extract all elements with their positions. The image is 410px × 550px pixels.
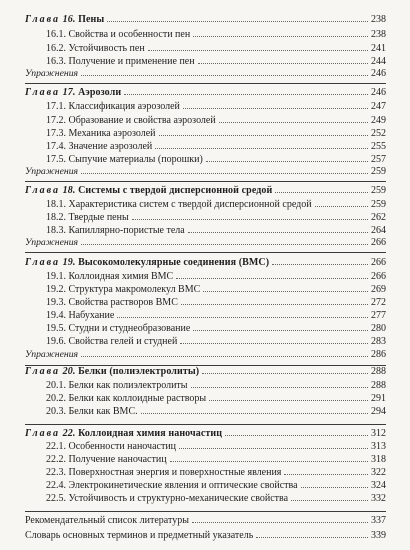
section-number: 19.6. [46,336,66,347]
section-number: 17.4. [46,141,66,152]
section-title: Капиллярно-пористые тела [68,225,185,236]
chapter-19-page: 266 [371,257,386,268]
section-title: Получение и применение пен [68,56,195,67]
toc-chapter-17[interactable] [25,87,386,98]
section-title: Свойства и особенности пен [68,29,191,40]
chapter-17-page: 246 [371,87,386,98]
dot-leader [192,522,368,523]
section-number: 17.3. [46,128,66,139]
section-number: 17.2. [46,115,66,126]
dot-leader [301,487,368,488]
section-number: 19.5. [46,323,66,334]
section-number: 18.1. [46,199,66,210]
dot-leader [203,291,368,292]
chapter-20-label: Глава [25,366,61,377]
dot-leader [291,500,368,501]
section-page: 283 [371,336,386,347]
section-number: 17.1. [46,101,66,112]
section-number: 18.2. [46,212,66,223]
chapter-divider [25,83,386,84]
section-title: Классификация аэрозолей [68,101,180,112]
dot-leader [159,135,369,136]
dot-leader [176,278,368,279]
dot-leader [181,304,368,305]
toc-chapter-22[interactable] [25,428,386,439]
chapter-18-label: Глава [25,185,61,196]
dot-leader [155,148,368,149]
exercise-title: Упражнения [25,166,79,177]
chapter-19-title: Высокомолекулярные соединения (ВМС) [78,257,270,268]
chapter-19-label: Глава [25,257,61,268]
dot-leader [272,264,368,265]
chapter-divider [25,511,386,512]
section-title: Твердые пены [68,212,129,223]
section-number: 22.5. [46,493,66,504]
chapter-22-page: 312 [371,428,386,439]
toc-exercise-18[interactable] [25,237,386,248]
toc-section-19-4[interactable] [46,310,386,321]
toc-chapter-16[interactable] [25,14,386,25]
dot-leader [202,373,368,374]
dot-leader [188,232,368,233]
section-title: Электрокинетические явления и оптические свойства [68,480,298,491]
toc-section-20-1[interactable] [46,380,386,391]
toc-exercise-17[interactable] [25,166,386,177]
section-page: 288 [371,380,386,391]
dot-leader [284,474,368,475]
section-page: 262 [371,212,386,223]
dot-leader [81,244,368,245]
section-title: Механика аэрозолей [68,128,156,139]
exercise-page: 259 [371,166,386,177]
toc-section-20-2[interactable] [46,393,386,404]
toc-exercise-16[interactable] [25,68,386,79]
chapter-17-label: Глава [25,87,61,98]
toc-section-22-5[interactable] [46,493,386,504]
chapter-18-title: Системы с твердой дисперсионной средой [78,185,273,196]
section-page: 247 [371,101,386,112]
exercise-title: Упражнения [25,68,79,79]
section-number: 19.3. [46,297,66,308]
section-title: Белки как полиэлектролиты [68,380,188,391]
chapter-22-title: Коллоидная химия наночастиц [78,428,223,439]
section-title: Белки как ВМС. [68,406,138,417]
section-title: Характеристика систем с твердой дисперсионной средой [68,199,312,210]
final-entry-title: Словарь основных терминов и предметный указатель [25,530,254,541]
dot-leader [193,36,368,37]
section-number: 22.2. [46,454,66,465]
section-number: 20.3. [46,406,66,417]
section-page: 332 [371,493,386,504]
dot-leader [148,50,368,51]
toc-glossary-index[interactable] [25,530,386,541]
section-number: 17.5. [46,154,66,165]
section-title: Образование и свойства аэрозолей [68,115,216,126]
section-page: 294 [371,406,386,417]
section-number: 18.3. [46,225,66,236]
toc-section-16-2[interactable] [46,43,386,54]
dot-leader [141,413,368,414]
toc-section-18-3[interactable] [46,225,386,236]
chapter-20-number: 20. [62,366,76,377]
section-title: Свойства гелей и студней [68,336,178,347]
section-number: 22.3. [46,467,66,478]
dot-leader [275,192,368,193]
final-entry-title: Рекомендательный список литературы [25,515,189,526]
section-page: 259 [371,199,386,210]
dot-leader [191,387,368,388]
section-page: 264 [371,225,386,236]
toc-section-17-2[interactable] [46,115,386,126]
chapter-16-page: 238 [371,14,386,25]
dot-leader [219,122,368,123]
section-page: 277 [371,310,386,321]
toc-chapter-19[interactable] [25,257,386,268]
section-title: Структура макромолекул ВМС [68,284,201,295]
section-number: 19.2. [46,284,66,295]
dot-leader [107,21,368,22]
toc-section-22-1[interactable] [46,441,386,452]
section-page: 255 [371,141,386,152]
section-title: Поверхностная энергия и поверхностные явления [68,467,282,478]
section-page: 324 [371,480,386,491]
chapter-18-page: 259 [371,185,386,196]
section-page: 280 [371,323,386,334]
toc-section-19-5[interactable] [46,323,386,334]
section-page: 257 [371,154,386,165]
toc-section-22-3[interactable] [46,467,386,478]
section-title: Белки как коллоидные растворы [68,393,207,404]
toc-section-19-6[interactable] [46,336,386,347]
dot-leader [124,94,368,95]
chapter-divider [25,181,386,182]
final-entry-page: 339 [371,530,386,541]
section-title: Особенности наночастиц [68,441,177,452]
dot-leader [170,461,368,462]
dot-leader [183,108,368,109]
final-entry-page: 337 [371,515,386,526]
dot-leader [81,356,368,357]
section-page: 318 [371,454,386,465]
section-title: Студни и студнеобразование [68,323,191,334]
toc-chapter-20[interactable] [25,366,386,377]
exercise-page: 246 [371,68,386,79]
section-page: 252 [371,128,386,139]
dot-leader [81,173,368,174]
exercise-page: 266 [371,237,386,248]
section-title: Получение наночастиц [68,454,167,465]
toc-section-22-4[interactable] [46,480,386,491]
section-title: Набухание [68,310,115,321]
section-title: Сыпучие материалы (порошки) [68,154,203,165]
section-title: Устойчивость и структурно-механические свойства [68,493,289,504]
section-page: 269 [371,284,386,295]
section-number: 22.1. [46,441,66,452]
toc-recommended-literature[interactable] [25,515,386,526]
section-title: Свойства растворов ВМС [68,297,178,308]
dot-leader [225,435,368,436]
section-number: 16.2. [46,43,66,54]
chapter-16-number: 16. [62,14,76,25]
dot-leader [198,63,368,64]
section-page: 291 [371,393,386,404]
section-number: 16.3. [46,56,66,67]
chapter-18-number: 18. [62,185,76,196]
exercise-title: Упражнения [25,349,79,360]
section-page: 313 [371,441,386,452]
section-title: Коллоидная химия ВМС [68,271,174,282]
dot-leader [206,161,368,162]
dot-leader [256,537,368,538]
dot-leader [315,206,368,207]
toc-section-19-3[interactable] [46,297,386,308]
section-number: 16.1. [46,29,66,40]
toc-section-16-1[interactable] [46,29,386,40]
toc-section-16-3[interactable] [46,56,386,67]
section-number: 19.1. [46,271,66,282]
section-title: Значение аэрозолей [68,141,153,152]
dot-leader [81,75,368,76]
chapter-20-title: Белки (полиэлектролиты) [78,366,200,377]
section-page: 322 [371,467,386,478]
section-number: 20.2. [46,393,66,404]
chapter-divider [25,424,386,425]
section-page: 238 [371,29,386,40]
dot-leader [117,317,368,318]
toc-section-18-1[interactable] [46,199,386,210]
exercise-title: Упражнения [25,237,79,248]
dot-leader [193,330,368,331]
dot-leader [179,448,368,449]
chapter-divider [25,252,386,253]
chapter-22-number: 22. [62,428,76,439]
dot-leader [132,219,368,220]
section-number: 20.1. [46,380,66,391]
exercise-page: 286 [371,349,386,360]
toc-section-17-3[interactable] [46,128,386,139]
toc-section-17-4[interactable] [46,141,386,152]
toc-section-17-5[interactable] [46,154,386,165]
toc-section-19-1[interactable] [46,271,386,282]
toc-exercise-19[interactable] [25,349,386,360]
chapter-16-label: Глава [25,14,61,25]
chapter-20-page: 288 [371,366,386,377]
section-page: 241 [371,43,386,54]
chapter-22-label: Глава [25,428,61,439]
chapter-19-number: 19. [62,257,76,268]
section-page: 272 [371,297,386,308]
section-page: 244 [371,56,386,67]
toc-chapter-18[interactable] [25,185,386,196]
section-page: 249 [371,115,386,126]
chapter-16-title: Пены [78,14,105,25]
toc-section-22-2[interactable] [46,454,386,465]
toc-section-17-1[interactable] [46,101,386,112]
section-number: 19.4. [46,310,66,321]
toc-section-20-3[interactable] [46,406,386,417]
section-page: 266 [371,271,386,282]
toc-section-19-2[interactable] [46,284,386,295]
dot-leader [180,343,368,344]
toc-section-18-2[interactable] [46,212,386,223]
section-title: Устойчивость пен [68,43,145,54]
section-number: 22.4. [46,480,66,491]
dot-leader [209,400,368,401]
chapter-17-number: 17. [62,87,76,98]
chapter-17-title: Аэрозоли [78,87,122,98]
